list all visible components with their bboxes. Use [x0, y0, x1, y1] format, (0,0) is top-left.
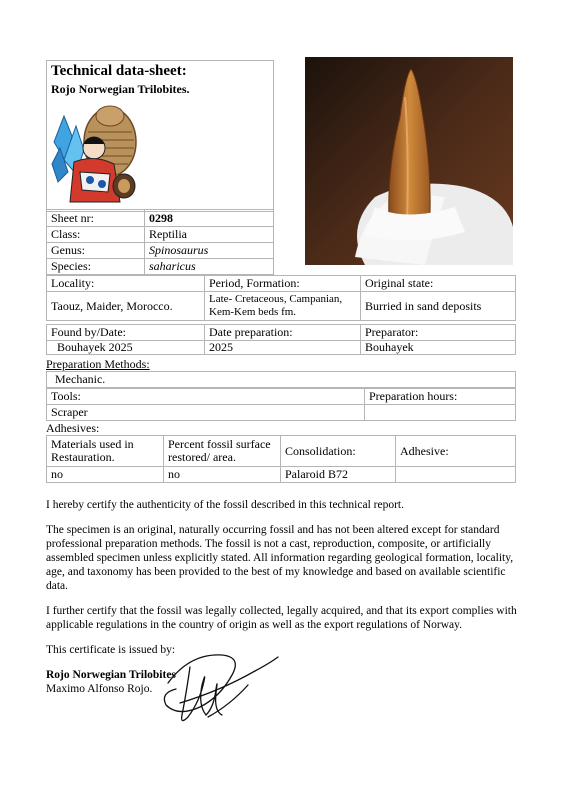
species-label: Species:	[47, 259, 145, 275]
sheet-subtitle: Rojo Norwegian Trilobites.	[51, 82, 190, 96]
genus-label: Genus:	[47, 243, 145, 259]
found-value: Bouhayek 2025	[47, 341, 205, 355]
methods-table	[46, 371, 516, 388]
handwritten-signature-icon	[160, 645, 285, 727]
certificate-paragraph-1: I hereby certify the authenticity of the fossil described in this technical report.	[46, 499, 404, 511]
issuer-person: Maximo Alfonso Rojo.	[46, 683, 153, 695]
preparator-label: Preparator:	[361, 325, 516, 341]
percent-label-line-2: restored/ area.	[168, 450, 236, 464]
materials-label	[47, 436, 164, 467]
hours-label: Preparation hours:	[365, 389, 516, 405]
percent-value: no	[164, 467, 281, 483]
found-table	[46, 324, 516, 355]
sheet-label: Sheet nr:	[47, 210, 145, 227]
materials-label-line-1: Materials used in	[51, 437, 134, 451]
adhesives-heading: Adhesives:	[46, 421, 100, 435]
locality-table	[46, 275, 516, 321]
prep-methods-heading: Preparation Methods:	[46, 357, 150, 371]
hours-value	[365, 405, 516, 421]
methods-value: Mechanic.	[47, 372, 516, 388]
state-label: Original state:	[361, 276, 516, 292]
tools-table	[46, 388, 516, 421]
adhesive-label: Adhesive:	[396, 436, 516, 467]
percent-label	[164, 436, 281, 467]
issuer-company: Rojo Norwegian Trilobites	[46, 669, 176, 681]
prep-date-value: 2025	[205, 341, 361, 355]
consolidation-label: Consolidation:	[281, 436, 396, 467]
locality-value: Taouz, Maider, Morocco.	[47, 292, 205, 321]
period-value-line-1: Late- Cretaceous, Campanian,	[209, 293, 343, 305]
species-value: saharicus	[145, 259, 274, 275]
period-label: Period, Formation:	[205, 276, 361, 292]
percent-label-line-1: Percent fossil surface	[168, 437, 271, 451]
adhesive-value	[396, 467, 516, 483]
specimen-table	[46, 209, 274, 275]
period-value	[205, 292, 361, 321]
consolidation-value: Palaroid B72	[281, 467, 396, 483]
found-label: Found by/Date:	[47, 325, 205, 341]
prep-date-label: Date preparation:	[205, 325, 361, 341]
materials-label-line-2: Restauration.	[51, 450, 115, 464]
period-value-line-2: Kem-Kem beds fm.	[209, 306, 297, 318]
state-value: Burried in sand deposits	[361, 292, 516, 321]
class-label: Class:	[47, 227, 145, 243]
class-value: Reptilia	[145, 227, 274, 243]
preparator-value: Bouhayek	[361, 341, 516, 355]
genus-value: Spinosaurus	[145, 243, 274, 259]
locality-label: Locality:	[47, 276, 205, 292]
materials-value: no	[47, 467, 164, 483]
certificate-paragraph-3: I further certify that the fossil was legally collected, legally acquired, and that its export complies with applicable regulations in the country of origin as well as the export regulations of Norway.	[46, 605, 517, 631]
sheet-value: 0298	[145, 210, 274, 227]
samurai-trilobite-logo-icon	[50, 102, 146, 208]
sheet-title: Technical data-sheet:	[51, 63, 187, 79]
tools-label: Tools:	[47, 389, 365, 405]
adhesives-table	[46, 435, 516, 483]
certificate-paragraph-2: The specimen is an original, naturally occurring fossil and has not been altered except for standard professional preparation methods. The fossil is not a cast, reproduction, composite, or artificially assembled specimen unless explicitly stated. All information regarding geological formation, locality, age, and taxonomy has been provided to the best of my knowledge and based on available scientific data.	[46, 524, 514, 592]
tools-value: Scraper	[47, 405, 365, 421]
spinosaurus-tooth-photo-icon	[305, 57, 513, 265]
certificate-paragraph-4: This certificate is issued by:	[46, 644, 176, 656]
